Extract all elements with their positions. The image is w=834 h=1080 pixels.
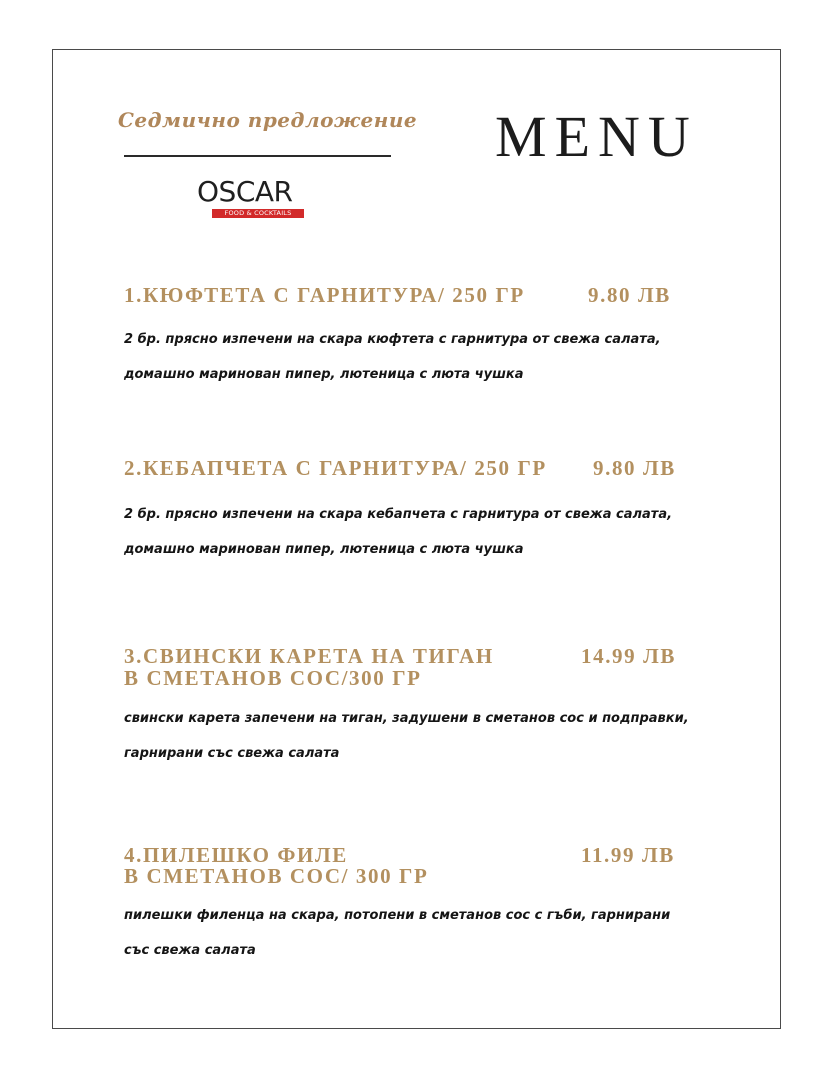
logo-tagline: FOOD & COCKTAILS <box>212 209 304 218</box>
item-price: 11.99 ЛВ <box>581 843 675 867</box>
item-price: 14.99 ЛВ <box>581 644 676 668</box>
item-title-continued: В СМЕТАНОВ СОС/300 ГР <box>124 666 422 690</box>
item-description: 2 бр. прясно изпечени на скара кюфтета с гарнитура от свежа салата, <box>124 332 661 347</box>
item-title-continued: В СМЕТАНОВ СОС/ 300 ГР <box>124 864 429 888</box>
item-description: пилешки филенца на скара, потопени в сметанов сос с гъби, гарнирани <box>124 908 671 923</box>
oscar-logo <box>197 175 321 222</box>
item-description: гарнирани със свежа салата <box>124 746 340 761</box>
item-price: 9.80 ЛВ <box>593 456 676 480</box>
item-title: 1.КЮФТЕТА С ГАРНИТУРА/ 250 ГР <box>124 283 525 307</box>
logo-wordmark: OSCAR <box>197 175 293 208</box>
item-price: 9.80 ЛВ <box>588 283 671 307</box>
item-description: със свежа салата <box>124 943 256 958</box>
item-title: 2.КЕБАПЧЕТА С ГАРНИТУРА/ 250 ГР <box>124 456 547 480</box>
subtitle-divider <box>124 155 391 157</box>
item-title: 4.ПИЛЕШКО ФИЛЕ <box>124 843 348 867</box>
item-description: домашно маринован пипер, лютеница с люта чушка <box>124 367 524 382</box>
item-description: 2 бр. прясно изпечени на скара кебапчета с гарнитура от свежа салата, <box>124 507 673 522</box>
item-description: домашно маринован пипер, лютеница с люта чушка <box>124 542 524 557</box>
weekly-offer-subtitle: Седмично предложение <box>118 108 418 132</box>
menu-title: MENU <box>495 104 698 169</box>
item-description: свински карета запечени на тиган, задушени в сметанов сос и подправки, <box>124 711 689 726</box>
item-title: 3.СВИНСКИ КАРЕТА НА ТИГАН <box>124 644 494 668</box>
